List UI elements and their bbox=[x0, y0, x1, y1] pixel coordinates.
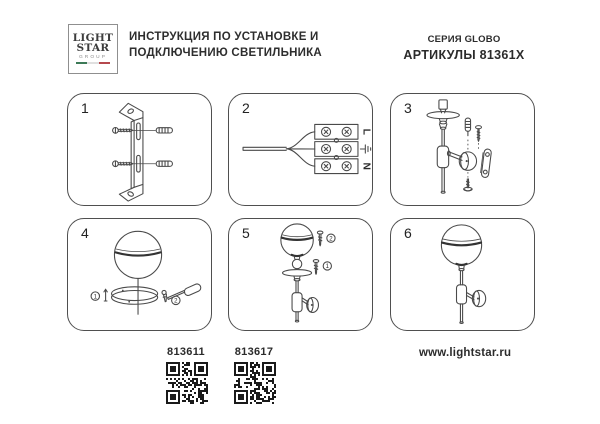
svg-text:2: 2 bbox=[329, 235, 333, 243]
wiring-illustration bbox=[229, 94, 372, 205]
assembled-lamp-illustration bbox=[391, 219, 534, 330]
wall-anchor-icon bbox=[156, 161, 172, 166]
svg-text:1: 1 bbox=[93, 293, 97, 301]
sconce-body bbox=[457, 266, 486, 324]
sconce-mounting-illustration bbox=[391, 94, 534, 205]
sconce-body bbox=[427, 100, 462, 193]
screw-icon bbox=[464, 179, 472, 191]
retaining-ring bbox=[112, 287, 158, 304]
screw-icon bbox=[113, 161, 133, 167]
logo-flag-icon bbox=[76, 62, 110, 65]
wall-anchor-icon bbox=[156, 128, 172, 133]
step-panel-3 bbox=[390, 93, 535, 206]
globe-attachment-illustration bbox=[229, 219, 372, 330]
screw-icon bbox=[313, 260, 319, 275]
page-title bbox=[129, 30, 322, 61]
step-panel-5 bbox=[228, 218, 373, 331]
bracket-illustration bbox=[68, 94, 211, 205]
svg-text:2: 2 bbox=[174, 297, 178, 305]
globe-shade bbox=[441, 225, 481, 265]
qr-code bbox=[234, 362, 276, 404]
globe-ring-illustration bbox=[68, 219, 211, 330]
screw-icon bbox=[476, 126, 482, 142]
article-code: 813611 bbox=[167, 346, 205, 358]
wall-cup bbox=[459, 152, 476, 170]
callout-2 bbox=[172, 296, 180, 304]
step-number: 5 bbox=[242, 225, 250, 241]
callout-1 bbox=[323, 262, 331, 270]
screw-icon bbox=[317, 231, 323, 246]
article-code: 813617 bbox=[234, 346, 274, 358]
step-panel-4 bbox=[67, 218, 212, 331]
flag-green-segment bbox=[76, 62, 87, 65]
wall-anchor-icon bbox=[465, 118, 470, 136]
articles-label: АРТИКУЛЫ 81361X bbox=[403, 48, 525, 62]
callout-2 bbox=[327, 234, 335, 242]
globe-shade bbox=[114, 231, 161, 278]
logo-word-light: LIGHT bbox=[72, 32, 114, 44]
wall-bracket bbox=[119, 103, 143, 201]
series-block bbox=[393, 34, 535, 62]
step-number: 6 bbox=[404, 225, 412, 241]
terminal-block bbox=[315, 124, 358, 173]
step-panel-6 bbox=[390, 218, 535, 331]
step-number: 4 bbox=[81, 225, 89, 241]
step-number: 2 bbox=[242, 100, 250, 116]
series-label: СЕРИЯ GLOBO bbox=[427, 34, 501, 45]
flag-red-segment bbox=[99, 62, 110, 65]
step-panel-1 bbox=[67, 93, 212, 206]
qr-code bbox=[166, 362, 208, 404]
step-panel-2 bbox=[228, 93, 373, 206]
svg-text:1: 1 bbox=[325, 263, 330, 271]
pin-screw-icon bbox=[104, 289, 107, 301]
page-title-line-2: ПОДКЛЮЧЕНИЮ СВЕТИЛЬНИКА bbox=[129, 46, 322, 59]
logo-word-group: GROUP bbox=[78, 54, 108, 60]
step-number: 3 bbox=[404, 100, 412, 116]
sconce-body bbox=[283, 257, 319, 322]
page-title-line-1: ИНСТРУКЦИЯ ПО УСТАНОВКЕ И bbox=[129, 31, 319, 43]
globe-shade bbox=[281, 224, 313, 256]
flag-white-segment bbox=[87, 62, 98, 65]
step-number: 1 bbox=[81, 100, 89, 116]
callout-1 bbox=[91, 292, 99, 300]
power-cable bbox=[243, 132, 315, 166]
label-neutral: N bbox=[360, 162, 372, 170]
lightstar-logo bbox=[68, 24, 118, 74]
small-screw-icon bbox=[162, 290, 167, 301]
mounting-bracket bbox=[480, 149, 492, 178]
screw-icon bbox=[113, 127, 133, 133]
logo-word-star: STAR bbox=[76, 41, 110, 54]
label-live: L bbox=[360, 128, 372, 135]
website-url: www.lightstar.ru bbox=[419, 347, 512, 359]
earth-icon bbox=[360, 145, 370, 153]
